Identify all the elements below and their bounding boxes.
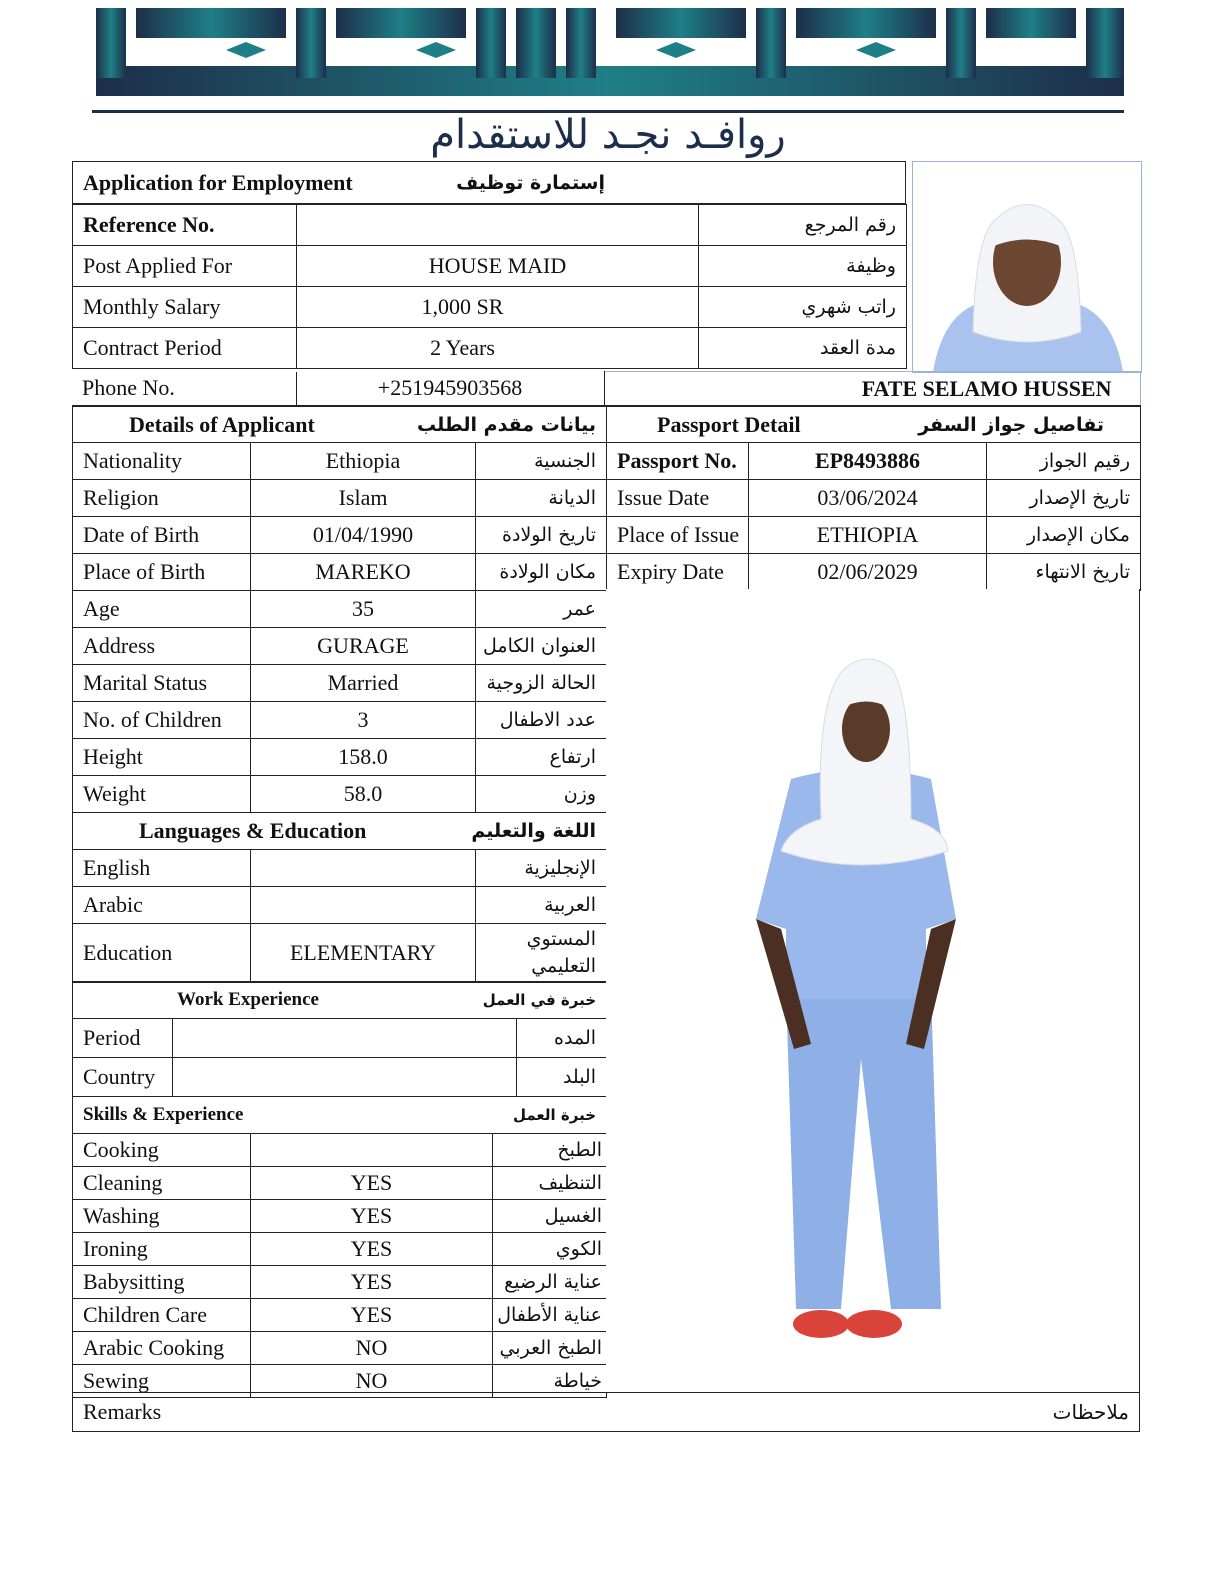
headshot-photo bbox=[912, 161, 1142, 373]
remarks-table bbox=[72, 1392, 1140, 1432]
details-table bbox=[72, 406, 607, 983]
passport-value: 03/06/2024 bbox=[749, 480, 987, 517]
skill-label: Washing bbox=[73, 1200, 251, 1233]
work-title-ar: خبرة في العمل bbox=[517, 982, 607, 1019]
passport-label: Expiry Date bbox=[607, 554, 749, 591]
full-body-image bbox=[606, 589, 1139, 1392]
skill-value: YES bbox=[251, 1200, 493, 1233]
salary-label: Monthly Salary bbox=[73, 287, 297, 328]
full-body-photo bbox=[606, 589, 1140, 1392]
languages-title-ar: اللغة والتعليم bbox=[476, 813, 607, 850]
table-row bbox=[73, 1200, 607, 1233]
post-label-ar: وظيفة bbox=[699, 246, 907, 287]
detail-label-ar: ارتفاع bbox=[476, 739, 607, 776]
salary-label-ar: راتب شهري bbox=[699, 287, 907, 328]
table-row bbox=[73, 287, 907, 328]
detail-label: Marital Status bbox=[73, 665, 251, 702]
table-row bbox=[73, 517, 607, 554]
skill-label-ar: عناية الرضيع bbox=[493, 1266, 607, 1299]
logo-arabic-text: روافـد نجـد للاستقدام bbox=[430, 112, 786, 158]
detail-label-ar: عدد الاطفال bbox=[476, 702, 607, 739]
passport-value: 02/06/2029 bbox=[749, 554, 987, 591]
reference-label: Reference No. bbox=[73, 205, 297, 246]
skill-label: Ironing bbox=[73, 1233, 251, 1266]
skill-label-ar: التنظيف bbox=[493, 1167, 607, 1200]
detail-label-ar: العنوان الكامل bbox=[476, 628, 607, 665]
work-value bbox=[173, 1019, 517, 1058]
table-row bbox=[73, 1299, 607, 1332]
language-label: English bbox=[73, 850, 251, 887]
detail-value: 01/04/1990 bbox=[251, 517, 476, 554]
table-row bbox=[73, 407, 607, 443]
table-row bbox=[73, 480, 607, 517]
detail-label: Date of Birth bbox=[73, 517, 251, 554]
passport-value: ETHIOPIA bbox=[749, 517, 987, 554]
detail-value: MAREKO bbox=[251, 554, 476, 591]
detail-value: Ethiopia bbox=[251, 443, 476, 480]
skill-label-ar: الغسيل bbox=[493, 1200, 607, 1233]
skill-label-ar: الكوي bbox=[493, 1233, 607, 1266]
passport-label: Place of Issue bbox=[607, 517, 749, 554]
form-title-en: Application for Employment bbox=[73, 162, 454, 204]
skill-label: Sewing bbox=[73, 1365, 251, 1398]
skill-label: Cooking bbox=[73, 1134, 251, 1167]
table-row bbox=[73, 1167, 607, 1200]
passport-label-ar: رقيم الجواز bbox=[987, 443, 1141, 480]
table-row bbox=[73, 665, 607, 702]
post-value: HOUSE MAID bbox=[297, 246, 699, 287]
details-title-en: Details of Applicant bbox=[73, 407, 476, 443]
applicant-name: FATE SELAMO HUSSEN bbox=[604, 372, 1140, 406]
work-title-en: Work Experience bbox=[73, 982, 517, 1019]
phone-name-table bbox=[72, 371, 1141, 406]
detail-label-ar: الحالة الزوجية bbox=[476, 665, 607, 702]
detail-label-ar: الديانة bbox=[476, 480, 607, 517]
remarks-label: Remarks bbox=[73, 1393, 607, 1432]
skill-label-ar: عناية الأطفال bbox=[493, 1299, 607, 1332]
table-row bbox=[73, 924, 607, 983]
remarks-label-ar: ملاحظات bbox=[606, 1393, 1140, 1432]
table-row bbox=[73, 246, 907, 287]
work-table bbox=[72, 981, 607, 1097]
headshot-image bbox=[913, 162, 1141, 372]
details-title-ar: بيانات مقدم الطلب bbox=[476, 407, 607, 443]
table-row bbox=[73, 1058, 607, 1097]
passport-title-ar: تفاصيل جواز السفر bbox=[987, 407, 1141, 443]
table-row bbox=[607, 554, 1141, 591]
phone-label: Phone No. bbox=[72, 372, 296, 406]
table-row bbox=[607, 407, 1141, 443]
table-row bbox=[73, 628, 607, 665]
detail-value: GURAGE bbox=[251, 628, 476, 665]
table-row bbox=[73, 813, 607, 850]
detail-label-ar: الجنسية bbox=[476, 443, 607, 480]
skills-table bbox=[72, 1096, 607, 1398]
table-row bbox=[73, 1019, 607, 1058]
title-table bbox=[72, 161, 906, 204]
table-row bbox=[73, 1266, 607, 1299]
language-value bbox=[251, 850, 476, 887]
table-row bbox=[73, 554, 607, 591]
skills-title-en: Skills & Experience bbox=[73, 1097, 493, 1134]
table-row bbox=[607, 443, 1141, 480]
work-value bbox=[173, 1058, 517, 1097]
table-row bbox=[73, 1233, 607, 1266]
work-label: Period bbox=[73, 1019, 173, 1058]
table-row bbox=[73, 850, 607, 887]
detail-label-ar: مكان الولادة bbox=[476, 554, 607, 591]
skill-value: NO bbox=[251, 1332, 493, 1365]
detail-label: Age bbox=[73, 591, 251, 628]
detail-value: 3 bbox=[251, 702, 476, 739]
skill-value: YES bbox=[251, 1266, 493, 1299]
detail-label: No. of Children bbox=[73, 702, 251, 739]
table-row bbox=[73, 1097, 607, 1134]
table-row bbox=[607, 517, 1141, 554]
form-title-ar: إستمارة توظيف bbox=[453, 162, 906, 204]
table-row bbox=[73, 702, 607, 739]
contract-value: 2 Years bbox=[297, 328, 699, 369]
work-label: Country bbox=[73, 1058, 173, 1097]
contract-label-ar: مدة العقد bbox=[699, 328, 907, 369]
detail-label: Place of Birth bbox=[73, 554, 251, 591]
passport-title-en: Passport Detail bbox=[607, 407, 987, 443]
skill-value: NO bbox=[251, 1365, 493, 1398]
skill-label: Babysitting bbox=[73, 1266, 251, 1299]
detail-value: Married bbox=[251, 665, 476, 702]
skill-value: YES bbox=[251, 1233, 493, 1266]
detail-value: Islam bbox=[251, 480, 476, 517]
language-label-ar: العربية bbox=[476, 887, 607, 924]
language-label: Arabic bbox=[73, 887, 251, 924]
education-value: ELEMENTARY bbox=[251, 924, 476, 983]
passport-value: EP8493886 bbox=[749, 443, 987, 480]
table-row bbox=[73, 443, 607, 480]
phone-value: +251945903568 bbox=[296, 372, 604, 406]
passport-label: Passport No. bbox=[607, 443, 749, 480]
reference-value bbox=[297, 205, 699, 246]
passport-label-ar: مكان الإصدار bbox=[987, 517, 1141, 554]
passport-label: Issue Date bbox=[607, 480, 749, 517]
work-label-ar: المده bbox=[517, 1019, 607, 1058]
skill-value bbox=[251, 1134, 493, 1167]
detail-label: Religion bbox=[73, 480, 251, 517]
language-value bbox=[251, 887, 476, 924]
table-row bbox=[73, 887, 607, 924]
detail-label-ar: تاريخ الولادة bbox=[476, 517, 607, 554]
reference-label-ar: رقم المرجع bbox=[699, 205, 907, 246]
education-label-ar: المستوي التعليمي bbox=[476, 924, 607, 983]
skill-label: Cleaning bbox=[73, 1167, 251, 1200]
table-row bbox=[73, 591, 607, 628]
post-label: Post Applied For bbox=[73, 246, 297, 287]
table-row bbox=[73, 328, 907, 369]
top-info-table bbox=[72, 204, 907, 369]
logo-graphic bbox=[96, 8, 1124, 100]
detail-value: 35 bbox=[251, 591, 476, 628]
detail-label: Nationality bbox=[73, 443, 251, 480]
salary-value: 1,000 SR bbox=[297, 287, 699, 328]
table-row bbox=[73, 982, 607, 1019]
table-row bbox=[73, 1134, 607, 1167]
detail-value: 58.0 bbox=[251, 776, 476, 813]
detail-label: Address bbox=[73, 628, 251, 665]
passport-label-ar: تاريخ الإصدار bbox=[987, 480, 1141, 517]
passport-table bbox=[606, 406, 1141, 591]
skill-label-ar: الطبخ العربي bbox=[493, 1332, 607, 1365]
detail-label: Weight bbox=[73, 776, 251, 813]
contract-label: Contract Period bbox=[73, 328, 297, 369]
skill-label: Children Care bbox=[73, 1299, 251, 1332]
detail-label-ar: وزن bbox=[476, 776, 607, 813]
skill-label: Arabic Cooking bbox=[73, 1332, 251, 1365]
table-row bbox=[73, 205, 907, 246]
languages-title-en: Languages & Education bbox=[73, 813, 476, 850]
passport-label-ar: تاريخ الانتهاء bbox=[987, 554, 1141, 591]
table-row bbox=[607, 480, 1141, 517]
table-row bbox=[73, 776, 607, 813]
skill-label-ar: خياطة bbox=[493, 1365, 607, 1398]
work-label-ar: البلد bbox=[517, 1058, 607, 1097]
skill-label-ar: الطبخ bbox=[493, 1134, 607, 1167]
skill-value: YES bbox=[251, 1167, 493, 1200]
detail-value: 158.0 bbox=[251, 739, 476, 776]
detail-label: Height bbox=[73, 739, 251, 776]
language-label-ar: الإنجليزية bbox=[476, 850, 607, 887]
table-row bbox=[73, 739, 607, 776]
detail-label-ar: عمر bbox=[476, 591, 607, 628]
skills-title-ar: خبرة العمل bbox=[493, 1097, 607, 1134]
table-row bbox=[73, 1332, 607, 1365]
education-label: Education bbox=[73, 924, 251, 983]
skill-value: YES bbox=[251, 1299, 493, 1332]
